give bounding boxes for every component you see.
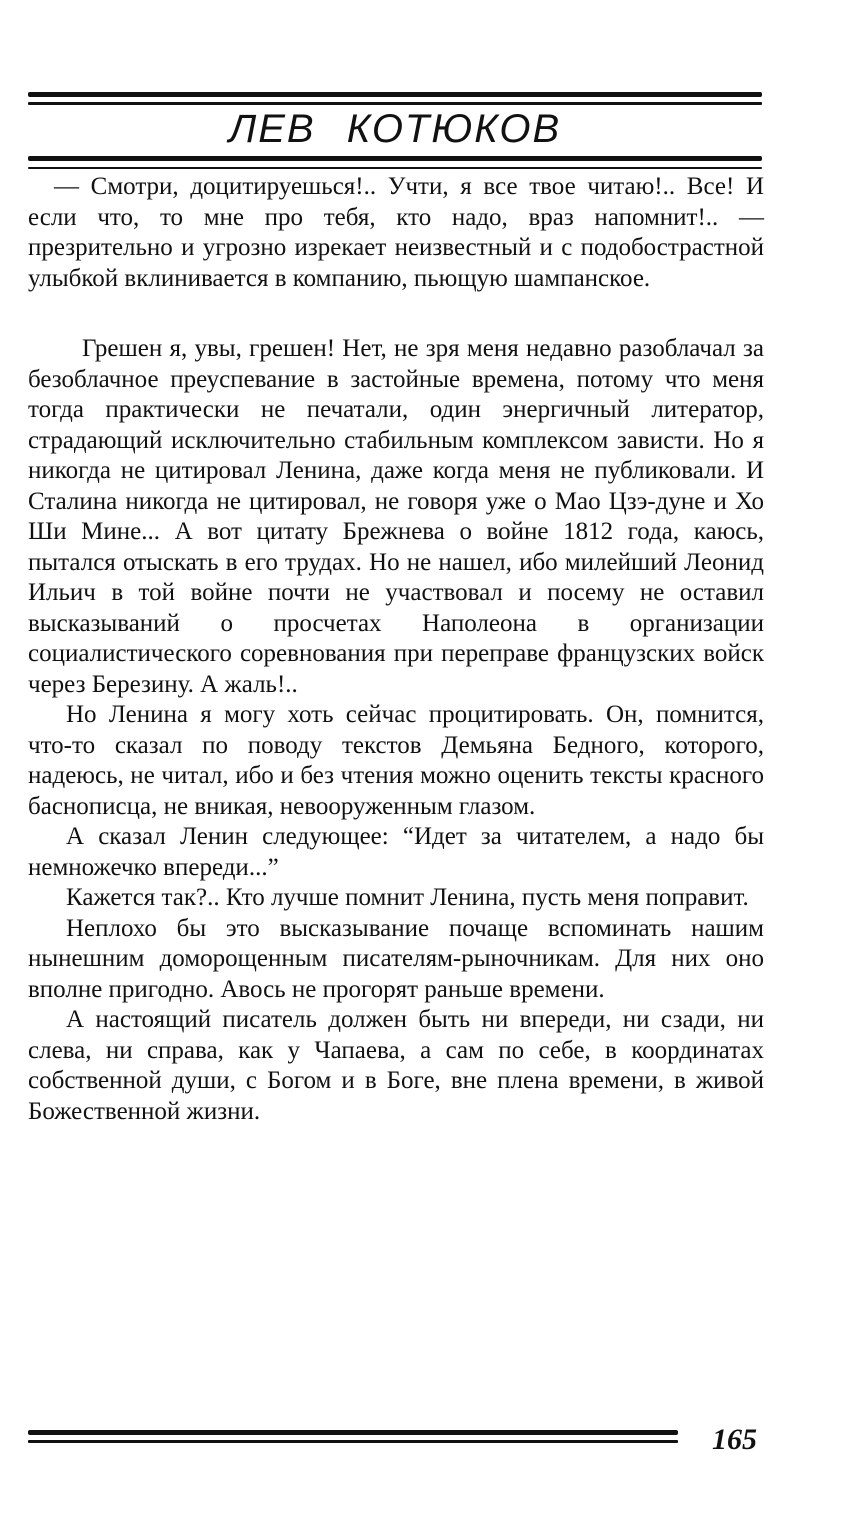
- paragraph-1: — Смотри, доцитируешься!.. Учти, я все твое читаю!.. Все! И если что, то мне про тебя, кто надо, враз напомнит!.. — презрительно и угрозно изрекает неизвестный и с подобострастной улыбкой вклинивается в компанию, пьющую шампанское.: [28, 173, 764, 292]
- paragraph-4: А сказал Ленин следующее: “Идет за читателем, а надо бы немножечко впереди...”: [28, 823, 764, 881]
- paragraph-7: А настоящий писатель должен быть ни впереди, ни сзади, ни слева, ни справа, как у Чапаева, а сам по себе, в координатах собственной души, с Богом и в Боге, вне плена времени, в живой Божественной жизни.: [28, 1006, 764, 1125]
- page-body: [28, 172, 764, 1127]
- paragraph-5: Кажется так?.. Кто лучше помнит Ленина, пусть меня поправит.: [66, 884, 749, 911]
- header-rule-bottom-thick: [28, 156, 762, 161]
- paragraph-3: Но Ленина я могу хоть сейчас процитировать. Он, помнится, что-то сказал по поводу текстов Демьяна Бедного, которого, надеюсь, не читал, ибо и без чтения можно оценить тексты красного баснописца, не вникая, невооруженным глазом.: [28, 701, 764, 820]
- page-number: 165: [712, 1423, 757, 1456]
- paragraph-2: Грешен я, увы, грешен! Нет, не зря меня недавно разоблачал за безоблачное преуспевание в застойные времена, потому что меня тогда практически не печатали, один энергичный литератор, страдающий исключительно стабильным комплексом зависти. Но я никогда не цитировал Ленина, даже когда меня не публиковали. И Сталина никогда не цитировал, не говоря уже о Мао Цзэ-дуне и Хо Ши Мине... А вот цитату Брежнева о войне 1812 года, каюсь, пытался отыскать в его трудах. Но не нашел, ибо милейший Леонид Ильич в той войне почти не участвовал и посему не оставил высказываний о просчетах Наполеона в организации социалистического соревнования при переправе французских войск через Березину. А жаль!..: [28, 335, 764, 698]
- header-rule-top-thick: [28, 92, 762, 97]
- footer-rule-thin: [28, 1440, 678, 1443]
- footer-rule-thick: [28, 1430, 678, 1435]
- header-rule-bottom-thin: [28, 167, 762, 169]
- paragraph-6: Неплохо бы это высказывание почаще вспоминать нашим нынешним доморощенным писателям-рыночникам. Для них оно вполне пригодно. Авось не прогорят раньше времени.: [28, 914, 764, 1003]
- running-head-author: ЛЕВ КОТЮКОВ: [228, 107, 562, 151]
